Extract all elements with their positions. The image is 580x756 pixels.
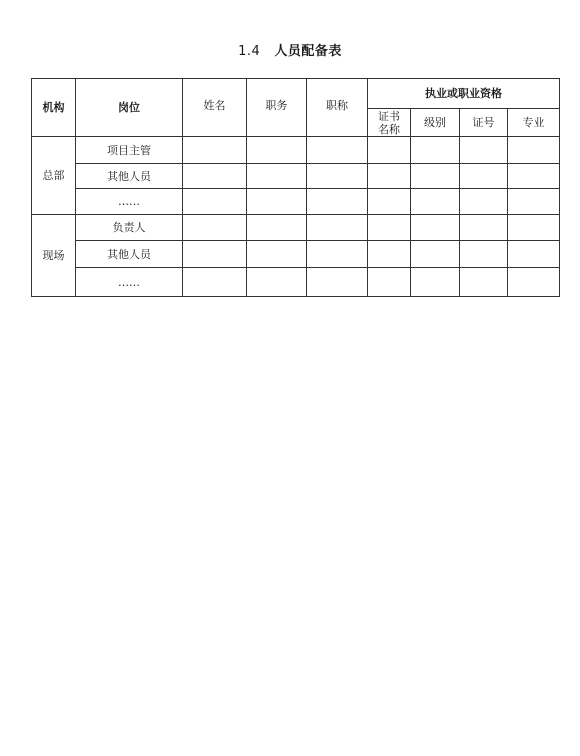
- empty-cell: [508, 241, 560, 268]
- empty-cell: [183, 164, 247, 189]
- empty-cell: [460, 137, 508, 164]
- empty-cell: [368, 215, 411, 241]
- section-title: 人员配备表: [274, 44, 342, 59]
- empty-cell: [460, 241, 508, 268]
- empty-cell: [307, 164, 368, 189]
- empty-cell: [368, 189, 411, 215]
- empty-cell: [508, 189, 560, 215]
- header-cert-name: [368, 109, 411, 137]
- empty-cell: [460, 164, 508, 189]
- empty-cell: [411, 268, 460, 297]
- empty-cell: [368, 137, 411, 164]
- empty-cell: [411, 215, 460, 241]
- empty-cell: [183, 268, 247, 297]
- empty-cell: [307, 189, 368, 215]
- table-row: [32, 241, 560, 268]
- role-cell: 其他人员: [76, 164, 183, 189]
- table-row: [32, 189, 560, 215]
- table-row: [32, 164, 560, 189]
- empty-cell: [247, 164, 307, 189]
- table-row: [32, 137, 560, 164]
- table-row: [32, 215, 560, 241]
- header-qualification: 执业或职业资格: [368, 79, 560, 109]
- header-duty: 职务: [247, 79, 307, 137]
- empty-cell: [460, 189, 508, 215]
- org-cell-hq: 总部: [32, 137, 76, 215]
- header-title: 职称: [307, 79, 368, 137]
- header-specialty: 专业: [508, 109, 560, 137]
- empty-cell: [368, 268, 411, 297]
- empty-cell: [411, 137, 460, 164]
- empty-cell: [247, 215, 307, 241]
- header-position: 岗位: [76, 79, 183, 137]
- header-cert-name-line1: 证书: [378, 109, 400, 123]
- org-cell-site: 现场: [32, 215, 76, 297]
- header-row-1: [32, 79, 560, 109]
- header-org: 机构: [32, 79, 76, 137]
- role-cell: ……: [76, 268, 183, 297]
- page-title: [0, 40, 580, 59]
- empty-cell: [508, 215, 560, 241]
- empty-cell: [411, 241, 460, 268]
- empty-cell: [411, 164, 460, 189]
- header-cert-name-line2: 名称: [378, 122, 400, 136]
- empty-cell: [247, 189, 307, 215]
- empty-cell: [368, 164, 411, 189]
- empty-cell: [411, 189, 460, 215]
- role-cell: ……: [76, 189, 183, 215]
- role-cell: 其他人员: [76, 241, 183, 268]
- empty-cell: [247, 241, 307, 268]
- header-level: 级别: [411, 109, 460, 137]
- empty-cell: [368, 241, 411, 268]
- empty-cell: [307, 268, 368, 297]
- empty-cell: [508, 137, 560, 164]
- empty-cell: [508, 268, 560, 297]
- table-row: [32, 268, 560, 297]
- empty-cell: [247, 137, 307, 164]
- empty-cell: [508, 164, 560, 189]
- role-cell: 负责人: [76, 215, 183, 241]
- empty-cell: [307, 241, 368, 268]
- header-name: 姓名: [183, 79, 247, 137]
- empty-cell: [183, 137, 247, 164]
- empty-cell: [460, 268, 508, 297]
- empty-cell: [183, 241, 247, 268]
- empty-cell: [247, 268, 307, 297]
- empty-cell: [307, 137, 368, 164]
- empty-cell: [307, 215, 368, 241]
- empty-cell: [460, 215, 508, 241]
- empty-cell: [183, 189, 247, 215]
- staffing-table: [31, 78, 560, 297]
- section-number: 1.4: [238, 44, 261, 59]
- empty-cell: [183, 215, 247, 241]
- role-cell: 项目主管: [76, 137, 183, 164]
- header-cert-no: 证号: [460, 109, 508, 137]
